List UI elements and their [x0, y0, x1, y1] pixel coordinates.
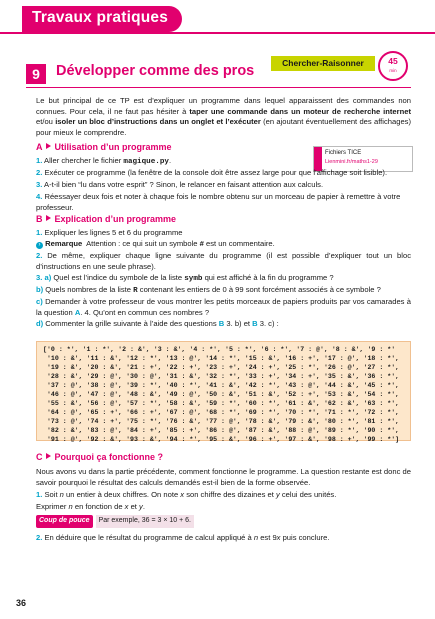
duration-value: 45	[388, 56, 398, 66]
section-a-item-3: 3. A-t-il bien “lu dans votre esprit” ? Sinon, le relancer en faisant attention aux calculs.	[36, 180, 324, 189]
filename-code: magique.py	[123, 158, 169, 166]
intro-paragraph: Le but principal de ce TP est d’expliquer un programme dans lequel apparaissent des commandes non connues. Pour cela, il ne faut pas hésiter à taper une commande dans un moteur de recherche internet et/ou isoler un bloc d’instructions dans un onglet et l’exécuter (en ajoutant éventuellement des affichages) pour mieux le comprendre.	[36, 96, 411, 137]
category-tag: Chercher-Raisonner	[271, 56, 375, 71]
code-line: '19 : &', '20 : &', '21 : +', '22 : +', '23 : +', '24 : +', '25 : *', '26 : @', '27 : *',	[43, 364, 400, 371]
arrow-icon	[46, 453, 51, 459]
header-title: Travaux pratiques	[32, 9, 169, 26]
arrow-icon	[46, 143, 51, 149]
title-divider	[26, 87, 411, 88]
section-b-item-3c: c) Demander à votre professeur de vous montrer les petits morceaux de papiers produits par vos camarades à la question A. 4. Qu’ont en commun ces nombres ?	[36, 297, 411, 317]
header-bar	[0, 0, 435, 36]
code-line: '82 : &', '83 : @', '84 : +', '85 : +', '86 : @', '87 : &', '88 : @', '89 : *', '90 : *',	[43, 427, 400, 434]
code-line: ['0 : *', '1 : *', '2 : &', '3 : &', '4 : *', '5 : *', '6 : *', '7 : @', '8 : &', '9 : *'	[43, 346, 396, 353]
section-c-heading: C Pourquoi ça fonctionne ?	[36, 452, 163, 462]
section-b-item-1: 1. Expliquer les lignes 5 et 6 du programme	[36, 228, 183, 237]
hint-text: Par exemple, 36 = 3 × 10 + 6.	[96, 515, 194, 528]
section-c-intro: Nous avons vu dans la partie précédente, comment fonctionne le programme. La question restante est donc de savoir pourquoi le résultat des calculs demandés est-il bien de la forme observée.	[36, 467, 411, 487]
section-b-heading: B Explication d’un programme	[36, 214, 177, 224]
duration-unit: min	[389, 68, 397, 73]
code-line: '73 : @', '74 : +', '75 : *', '76 : &', '77 : @', '78 : &', '79 : &', '80 : *', '81 : *',	[43, 418, 400, 425]
header-divider	[0, 32, 435, 34]
code-line: '46 : @', '47 : @', '48 : &', '49 : @', '50 : &', '51 : &', '52 : +', '53 : &', '54 : *',	[43, 391, 400, 398]
code-line: '28 : &', '29 : @', '30 : @', '31 : &', '32 : *', '33 : +', '34 : +', '35 : &', '36 : *',	[43, 373, 400, 380]
section-c-item-1b: Exprimer n en fonction de x et y.	[36, 502, 145, 511]
section-a-item-2: 2. Exécuter ce programme (la fenêtre de la console doit être assez large pour que l’affichage soit lisible).	[36, 168, 388, 177]
section-b-item-2: 2. De même, expliquer chaque ligne suivante du programme (il est possible d’expliquer tout un bloc d’instructions en une seule phrase).	[36, 251, 411, 271]
section-b-item-3d: d) Commenter la grille suivante à l’aide des questions B 3. b) et B 3. c) :	[36, 319, 279, 328]
tice-link[interactable]: Lienmini.fr/maths1-29	[325, 159, 378, 165]
hint-box	[36, 515, 411, 528]
code-line: '37 : @', '38 : @', '39 : *', '40 : *', '41 : &', '42 : *', '43 : @', '44 : &', '45 : *',	[43, 382, 400, 389]
exercise-title: Développer comme des pros	[56, 63, 255, 79]
tice-label: Fichiers TICE	[325, 150, 362, 156]
section-a-item-4: 4. Réessayer deux fois et noter à chaque fois le nombre obtenu sur un morceau de papier à remettre à votre professeur.	[36, 192, 401, 212]
exercise-number: 9	[26, 64, 46, 84]
section-c-item-1: 1. Soit n un entier à deux chiffres. On note x son chiffre des dizaines et y celui des unités.	[36, 490, 337, 499]
page-number: 36	[16, 598, 27, 608]
section-a-item-1: 1. Aller chercher le fichier magique.py.	[36, 156, 172, 166]
code-line: '55 : &', '56 : @', '57 : *', '58 : &', '59 : *', '60 : *', '61 : &', '62 : &', '63 : *',	[43, 400, 400, 407]
remark: › Remarque Attention : ce qui suit un symbole # est un commentaire.	[36, 239, 411, 250]
section-b-item-3b: b) Quels nombres de la liste R contenant les entiers de 0 à 99 sont forcément associés à ce symbole ?	[36, 285, 381, 295]
section-a-heading: A Utilisation d’un programme	[36, 142, 172, 152]
section-b-item-3a: 3. a) Quel est l’indice du symbole de la liste symb qui est affiché à la fin du programme ?	[36, 273, 334, 283]
duration-badge	[378, 51, 408, 81]
section-c-item-2: 2. En déduire que le résultat du programme de calcul appliqué à n est 9x puis conclure.	[36, 533, 330, 542]
code-line: '10 : &', '11 : &', '12 : *', '13 : @', '14 : *', '15 : &', '16 : +', '17 : @', '18 : *',	[43, 355, 400, 362]
remark-icon: ›	[36, 242, 43, 249]
hint-label: Coup de pouce	[36, 515, 93, 528]
code-line: '91 : @', '92 : &', '93 : &', '94 : *', '95 : &', '96 : +', '97 : &', '98 : +', '99 : *']	[43, 436, 400, 443]
arrow-icon	[46, 215, 51, 221]
symbol-grid-output	[36, 341, 411, 441]
code-line: '64 : @', '65 : +', '66 : +', '67 : @', '68 : *', '69 : *', '70 : *', '71 : *', '72 : *',	[43, 409, 400, 416]
